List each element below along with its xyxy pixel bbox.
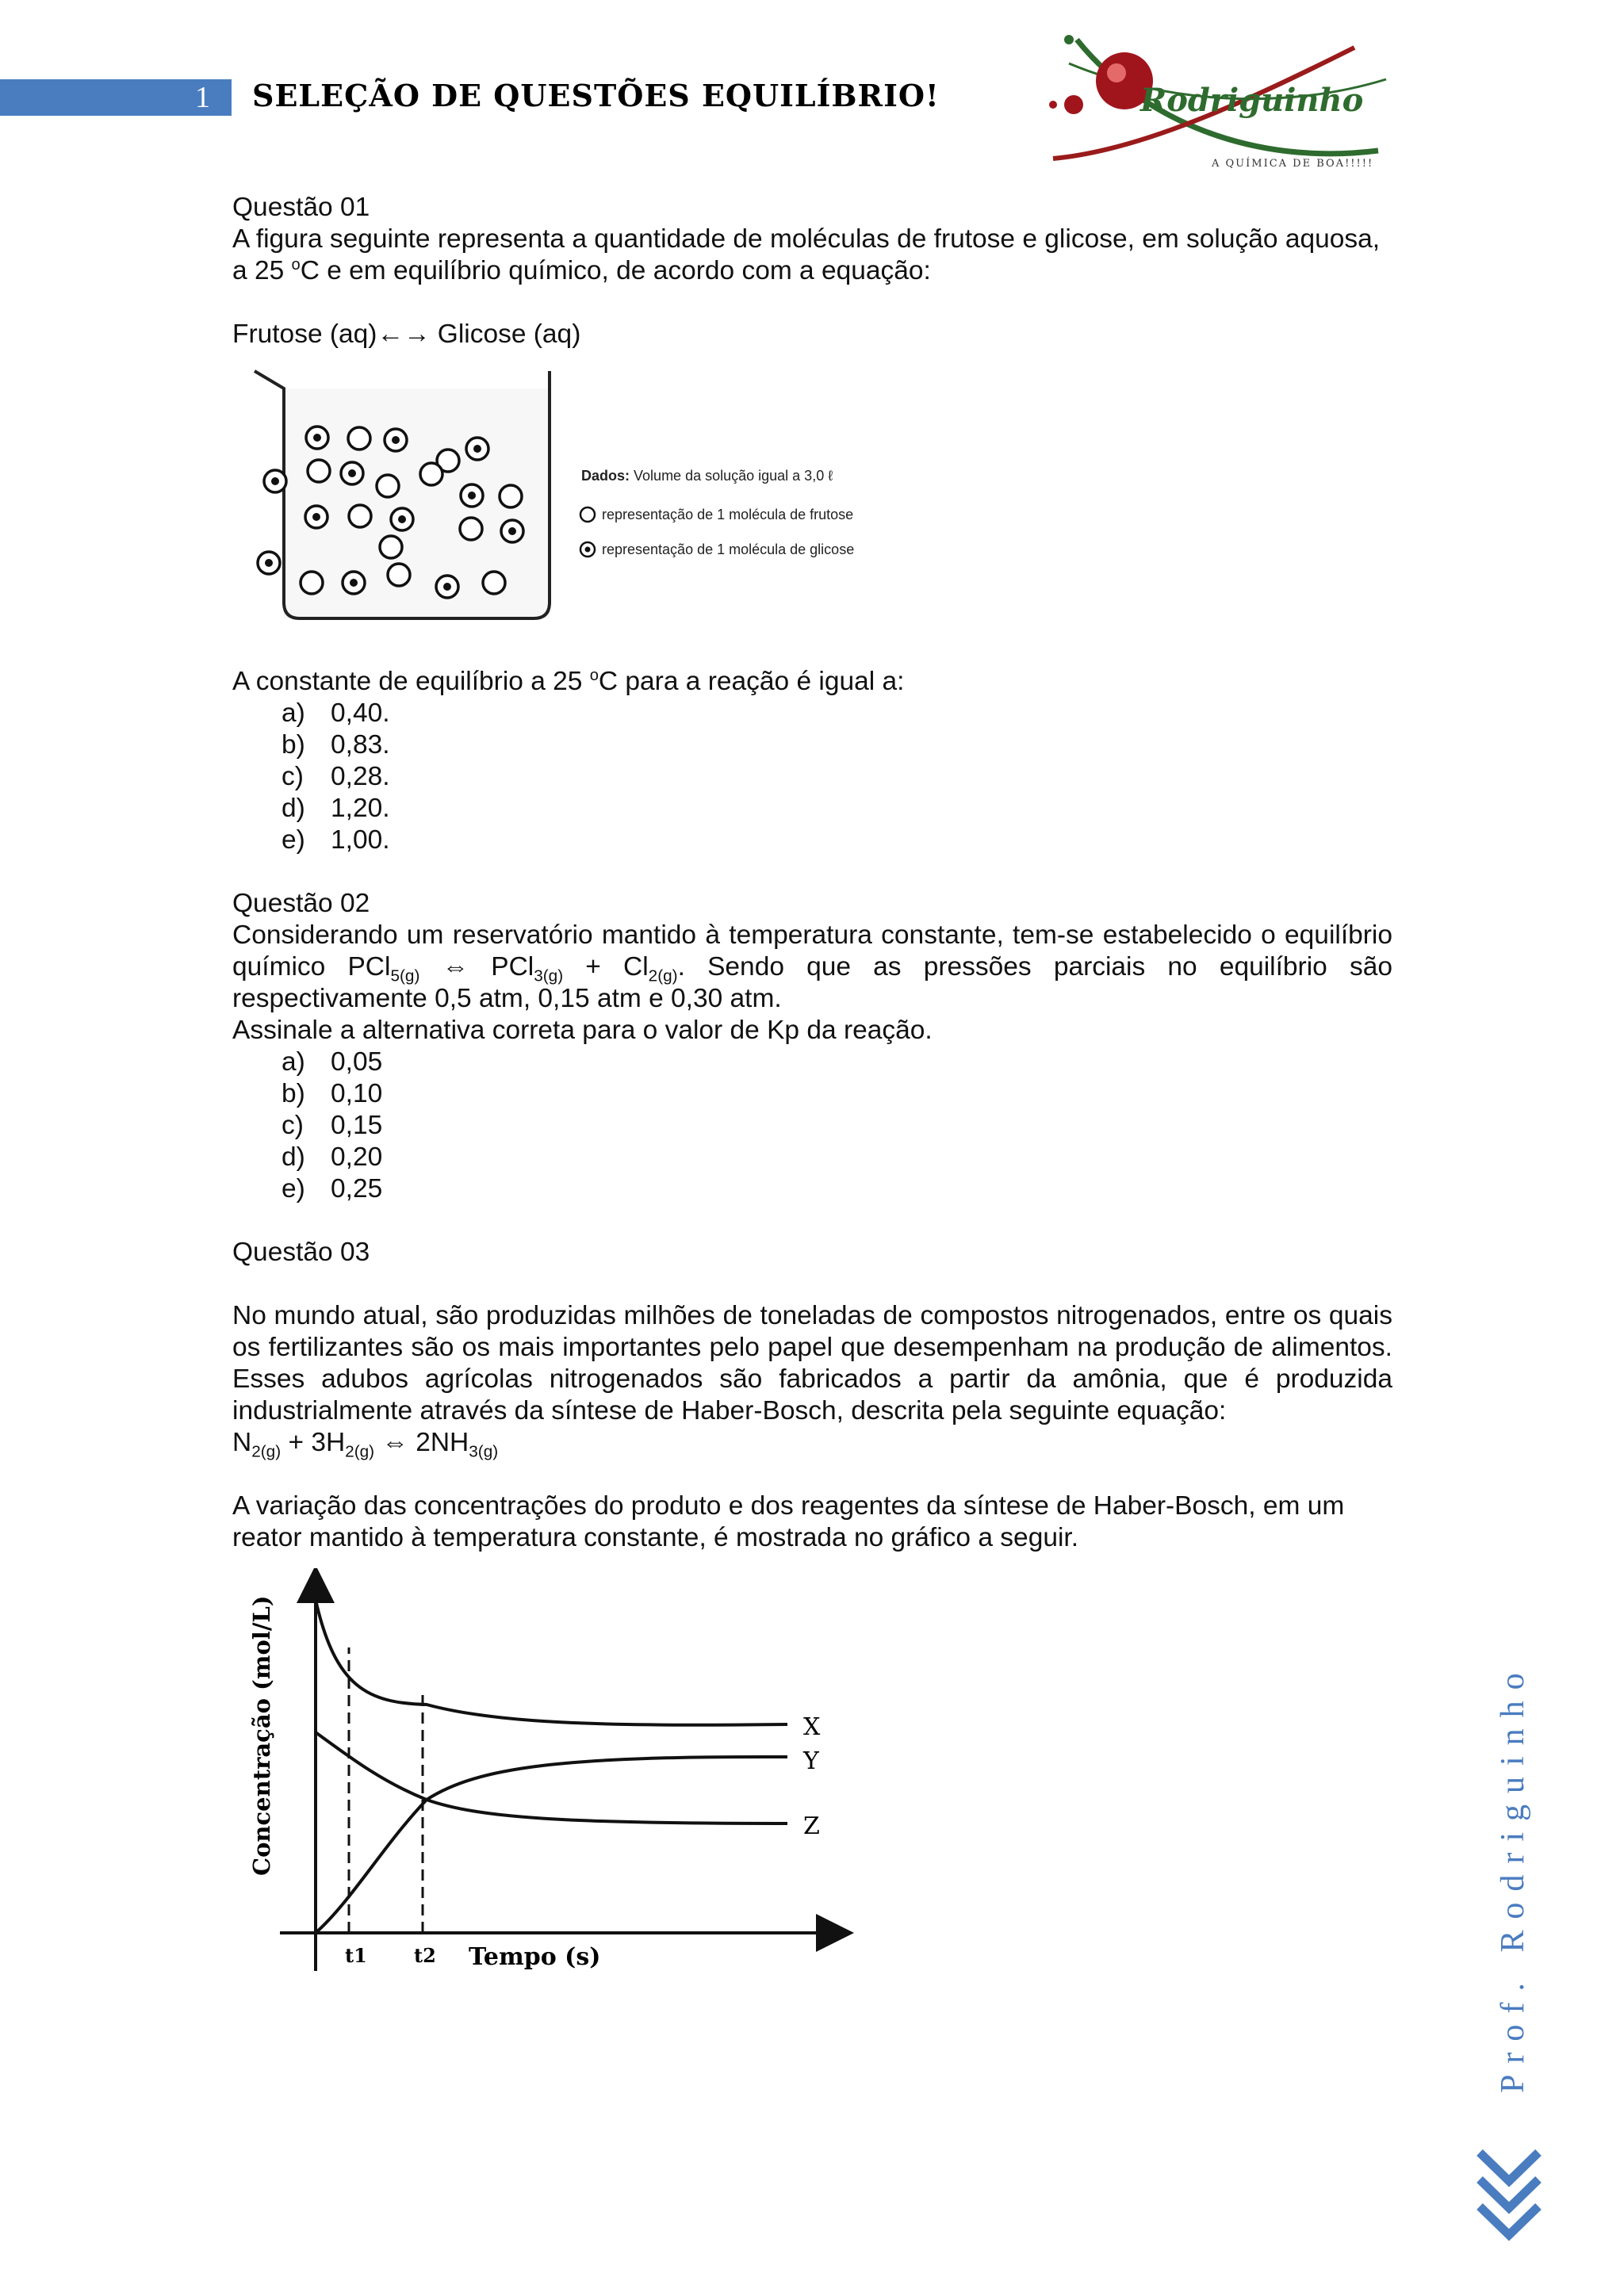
option-item[interactable]: c) 0,28. xyxy=(282,762,390,791)
q2-ask: Assinale a alternativa correta para o valor de Kp da reação. xyxy=(232,1016,933,1045)
option-item[interactable]: a) 0,40. xyxy=(282,698,390,728)
q1-text: A figura seguinte representa a quantidade de moléculas de frutose e glicose, em solução aquosa, a 25 $^o$C e em equilíbrio químico, de acordo com a equação: xyxy=(232,224,1381,285)
document-title: SELEÇÃO DE QUESTÕES EQUILÍBRIO! xyxy=(252,78,940,113)
page-number: 1 xyxy=(195,81,210,114)
fructose-molecule xyxy=(377,475,399,497)
concentration-chart xyxy=(232,1568,914,1980)
fructose-molecule xyxy=(301,572,323,594)
option-item[interactable]: c) 0,15 xyxy=(282,1111,383,1140)
beaker-figure xyxy=(248,365,946,634)
q3-paragraph-1: No mundo atual, são produzidas milhões de toneladas de compostos nitrogenados, entre os quais os fertilizantes são os mais importantes pelo papel que desempenham na produção de alimentos. Esses adubos agrícolas nitrogenados são fabricados a partir da amônia, que é produzida industrialmente através da síntese de Haber-Bosch, descrita pela seguinte equação: xyxy=(232,1301,1392,1425)
logo-name: Rodriguinho xyxy=(1140,82,1364,119)
series-Y xyxy=(316,1757,787,1933)
q2-heading: Questão 02 xyxy=(232,889,370,918)
glucose-dot xyxy=(508,527,516,535)
q3-equation: $N_{2(g)} + 3H_{2(g)}$ ⇔ $2NH_{3(g)}$ xyxy=(232,1428,499,1461)
glucose-dot xyxy=(271,477,279,485)
glucose-dot xyxy=(350,579,358,587)
option-item[interactable]: e) 0,25 xyxy=(282,1174,383,1203)
fructose-molecule xyxy=(483,572,505,594)
option-item[interactable]: e) 1,00. xyxy=(282,825,390,855)
svg-text:Dados: Volume da solução igual xyxy=(581,468,833,484)
legend-fructose: representação de 1 molécula de frutose xyxy=(602,507,854,522)
fructose-molecule xyxy=(348,427,370,450)
fructose-molecule xyxy=(500,485,522,507)
series-X xyxy=(316,1600,787,1725)
fructose-molecule xyxy=(388,564,410,586)
chevrons-down-icon xyxy=(1475,2145,1543,2248)
q3-paragraph-2: A variação das concentrações do produto e dos reagentes da síntese de Haber-Bosch, em um reator mantido à temperatura constante, é mostrada no gráfico a seguir. xyxy=(232,1491,1345,1552)
glucose-dot xyxy=(348,469,356,477)
q2-text: Considerando um reservatório mantido à temperatura constante, tem-se estabelecido o equilíbrio químico PCl$_{5(g)}$ ⇔ $PCl_{3(g)} + Cl_{2(g)}$. Sendo que as pressões parciais no equilíbrio são respectivamente 0,5 atm, 0,15 atm e 0,30 atm. xyxy=(232,920,1392,1013)
series-label-X: X xyxy=(803,1713,821,1741)
glucose-dot xyxy=(312,513,320,521)
option-item[interactable]: d) 1,20. xyxy=(282,794,390,823)
q1-equation: Frutose (aq)←→ Glicose (aq) xyxy=(232,320,581,349)
content xyxy=(232,192,1392,1980)
option-item[interactable]: b) 0,83. xyxy=(282,730,390,760)
q1-heading: Questão 01 xyxy=(232,193,370,222)
glucose-dot xyxy=(392,436,400,444)
q1-options xyxy=(232,698,1392,856)
fructose-molecule xyxy=(460,518,482,540)
fructose-molecule xyxy=(380,536,402,558)
y-axis-label: Concentração (mol/L) xyxy=(248,1595,275,1876)
logo xyxy=(1045,32,1394,187)
q1-ask: A constante de equilíbrio a 25 $^o$C para a reação é igual a: xyxy=(232,666,905,696)
glucose-dot xyxy=(398,515,406,523)
fructose-legend-icon xyxy=(580,507,595,522)
glucose-dot xyxy=(313,434,321,442)
x-axis-label: Tempo (s) xyxy=(469,1943,601,1971)
series-label-Y: Y xyxy=(803,1747,819,1775)
option-item[interactable]: a) 0,05 xyxy=(282,1047,383,1077)
glucose-dot xyxy=(468,492,476,499)
option-item[interactable]: b) 0,10 xyxy=(282,1079,383,1108)
series-Z xyxy=(316,1732,787,1823)
figure-data-label: Dados: xyxy=(581,468,630,484)
q3-heading: Questão 03 xyxy=(232,1238,370,1267)
glucose-dot xyxy=(443,583,451,591)
q2-options xyxy=(232,1047,1392,1205)
legend-glucose: representação de 1 molécula de glicose xyxy=(602,541,855,557)
figure-volume: Volume da solução igual a 3,0 ℓ xyxy=(634,468,833,484)
author-sidebar: Prof. Rodriguinho xyxy=(1495,1662,1531,2093)
fructose-molecule xyxy=(420,463,442,485)
tick-t2: t2 xyxy=(414,1944,436,1967)
fructose-molecule xyxy=(349,505,371,527)
option-item[interactable]: d) 0,20 xyxy=(282,1142,383,1172)
logo-tagline: A QUÍMICA DE BOA!!!!! xyxy=(1212,158,1374,170)
glucose-dot xyxy=(265,559,273,567)
fructose-molecule xyxy=(308,460,330,482)
tick-t1: t1 xyxy=(345,1944,367,1967)
series-label-Z: Z xyxy=(803,1812,820,1840)
glucose-dot xyxy=(473,445,481,453)
